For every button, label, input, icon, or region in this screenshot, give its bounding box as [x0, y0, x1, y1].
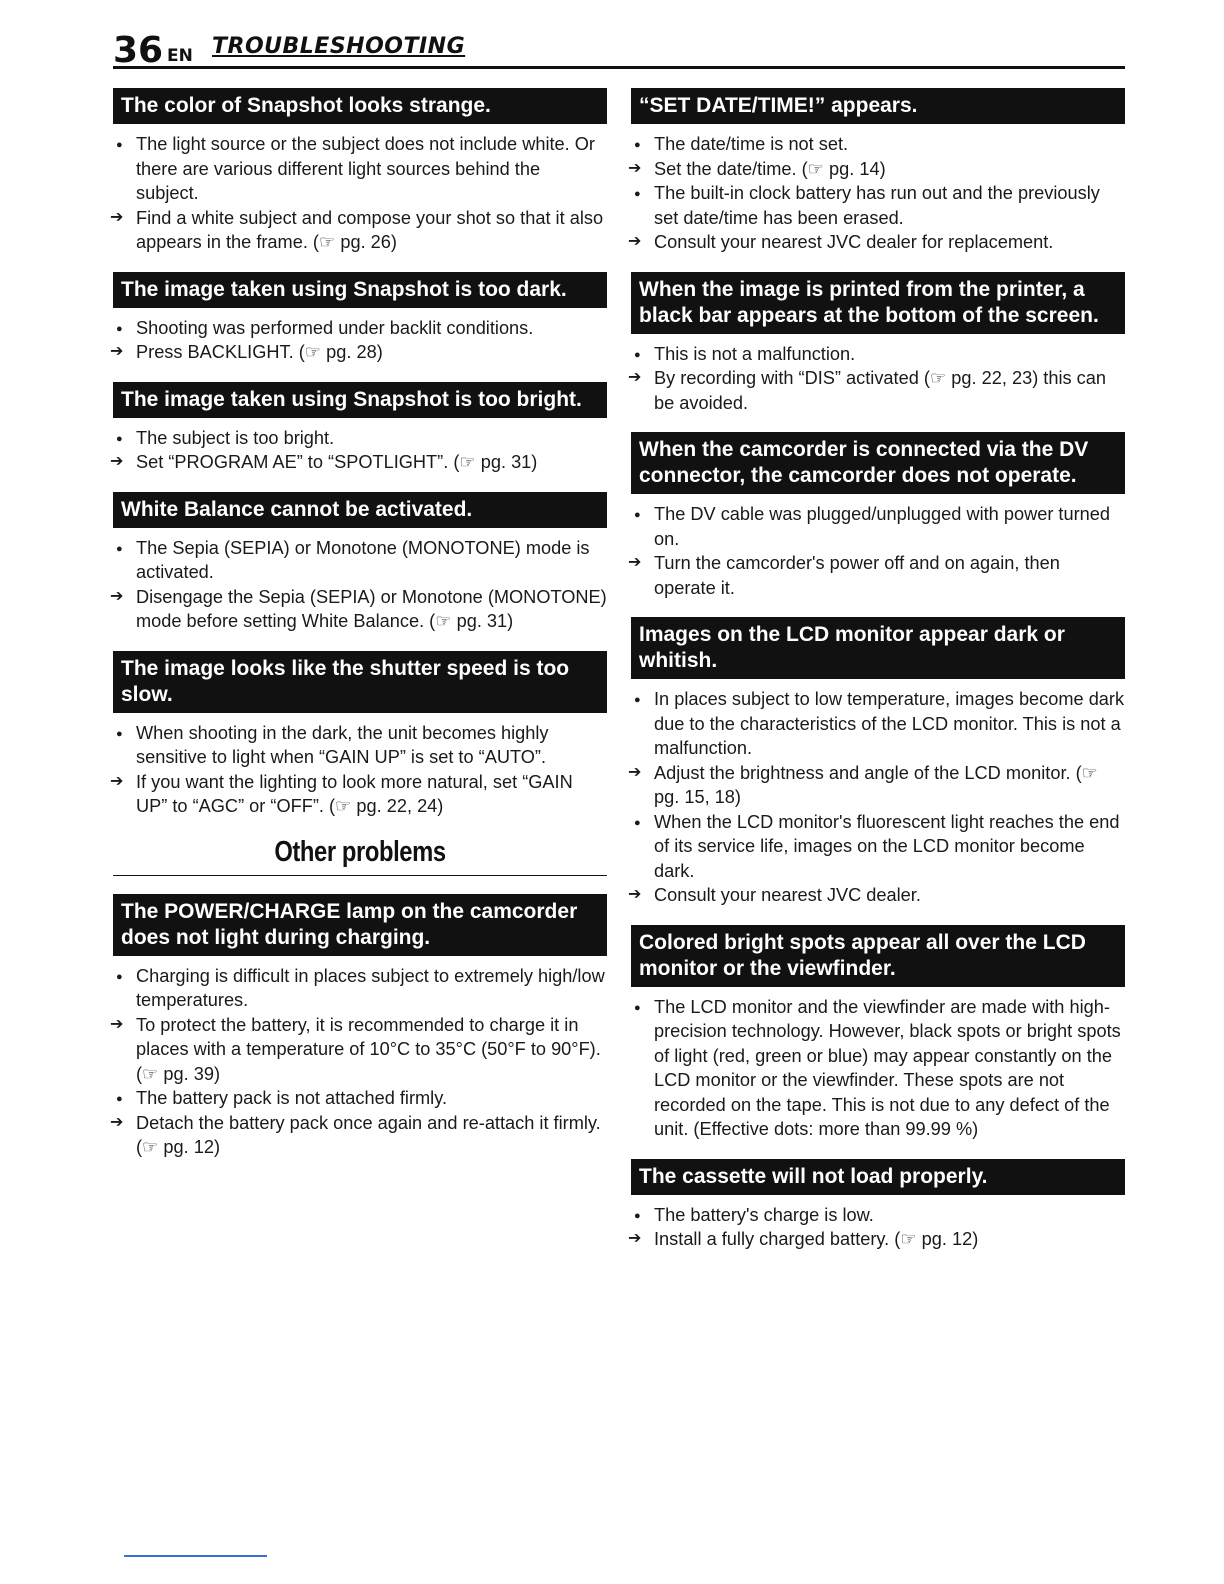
- remedy-item: [628, 551, 1125, 600]
- item-text: Consult your nearest JVC dealer.: [654, 885, 921, 905]
- troubleshooting-section: [631, 925, 1125, 1142]
- section-heading: When the camcorder is connected via the DV connector, the camcorder does not operate.: [631, 432, 1125, 494]
- item-text: The battery pack is not attached firmly.: [136, 1088, 448, 1108]
- item-text: Adjust the brightness and angle of the LCD monitor. (☞ pg. 15, 18): [654, 762, 1098, 807]
- bullet-icon: ●: [634, 1001, 641, 1014]
- cause-item: [631, 810, 1125, 884]
- arrow-icon: ➔: [628, 1230, 642, 1247]
- section-items: [628, 1203, 1125, 1252]
- item-text: Set the date/time. (☞ pg. 14): [654, 158, 886, 179]
- cause-item: [631, 995, 1125, 1142]
- section-heading: The image looks like the shutter speed is too slow.: [113, 651, 607, 713]
- section-items: [628, 342, 1125, 416]
- section-items: [631, 995, 1125, 1142]
- troubleshooting-section: [628, 1159, 1125, 1252]
- bullet-icon: ●: [116, 139, 123, 151]
- section-heading: The color of Snapshot looks strange.: [113, 88, 607, 124]
- section-title: TROUBLESHOOTING: [212, 34, 466, 59]
- remedy-item: [110, 450, 607, 475]
- arrow-icon: ➔: [628, 554, 642, 571]
- remedy-item: [628, 157, 1125, 182]
- troubleshooting-section: [110, 382, 607, 475]
- item-text: Turn the camcorder's power off and on again, then operate it.: [654, 553, 1060, 598]
- section-heading: When the image is printed from the printer, a black bar appears at the bottom of the screen.: [631, 272, 1125, 334]
- item-text: If you want the lighting to look more natural, set “GAIN UP” to “AGC” or “OFF”. (☞ pg. 22, 24): [136, 771, 573, 816]
- item-text: By recording with “DIS” activated (☞ pg. 22, 23) this can be avoided.: [654, 368, 1106, 413]
- troubleshooting-section: [628, 432, 1125, 600]
- cause-item: [113, 536, 607, 585]
- section-heading: “SET DATE/TIME!” appears.: [631, 88, 1125, 124]
- item-text: Press BACKLIGHT. (☞ pg. 28): [136, 342, 383, 362]
- bullet-icon: ●: [116, 1093, 123, 1105]
- section-items: [110, 536, 607, 634]
- section-heading: The POWER/CHARGE lamp on the camcorder does not light during charging.: [113, 894, 607, 956]
- section-items: [110, 964, 607, 1160]
- remedy-item: [110, 770, 607, 819]
- left-sections: [110, 88, 607, 819]
- remedy-item: [110, 585, 607, 634]
- bullet-icon: ●: [634, 139, 641, 151]
- section-items: [110, 316, 607, 365]
- item-text: The built-in clock battery has run out and the previously set date/time has been erased.: [654, 183, 1100, 228]
- cause-item: [113, 1086, 607, 1111]
- cause-item: [113, 964, 607, 1013]
- bullet-icon: ●: [634, 1209, 641, 1222]
- item-text: In places subject to low temperature, images become dark due to the characteristics of the LCD monitor. This is not a malfunction.: [654, 689, 1125, 758]
- cause-item: [631, 687, 1125, 761]
- section-items: [628, 502, 1125, 600]
- remedy-item: [628, 230, 1125, 255]
- language-code: EN: [167, 46, 193, 66]
- bullet-icon: ●: [116, 727, 123, 740]
- item-text: The battery's charge is low.: [654, 1204, 874, 1225]
- arrow-icon: ➔: [628, 159, 642, 177]
- cause-item: [631, 342, 1125, 367]
- remedy-item: [628, 761, 1125, 810]
- cause-item: [113, 426, 607, 451]
- bullet-icon: ●: [634, 509, 641, 521]
- arrow-icon: ➔: [628, 233, 642, 250]
- arrow-icon: ➔: [110, 772, 124, 790]
- item-text: Consult your nearest JVC dealer for replacement.: [654, 232, 1054, 252]
- troubleshooting-section: [110, 272, 607, 365]
- arrow-icon: ➔: [628, 886, 642, 903]
- section-heading: Colored bright spots appear all over the LCD monitor or the viewfinder.: [631, 925, 1125, 987]
- right-column: [628, 88, 1125, 1269]
- arrow-icon: ➔: [110, 1015, 124, 1033]
- remedy-item: [110, 1013, 607, 1087]
- section-heading: The image taken using Snapshot is too bright.: [113, 382, 607, 418]
- cause-item: [631, 502, 1125, 551]
- troubleshooting-section: [110, 651, 607, 819]
- remedy-item: [110, 1111, 607, 1160]
- item-text: Shooting was performed under backlit conditions.: [136, 317, 534, 338]
- remedy-item: [110, 340, 607, 365]
- cause-item: [631, 1203, 1125, 1228]
- arrow-icon: ➔: [110, 1113, 124, 1131]
- item-text: Set “PROGRAM AE” to “SPOTLIGHT”. (☞ pg. 31): [136, 452, 538, 472]
- bullet-icon: ●: [116, 322, 123, 335]
- troubleshooting-section: [110, 894, 607, 1160]
- item-text: The subject is too bright.: [136, 427, 335, 448]
- arrow-icon: ➔: [110, 453, 124, 470]
- item-text: Charging is difficult in places subject to extremely high/low temperatures.: [136, 965, 605, 1010]
- footer-link-underline: [124, 1555, 267, 1557]
- page-header: [113, 28, 1125, 69]
- remedy-item: [628, 883, 1125, 908]
- section-items: [110, 426, 607, 475]
- bullet-icon: ●: [116, 970, 123, 983]
- item-text: The DV cable was plugged/unplugged with power turned on.: [654, 504, 1110, 549]
- item-text: When the LCD monitor's fluorescent light reaches the end of its service life, images on the LCD monitor become dark.: [654, 811, 1120, 881]
- item-text: The LCD monitor and the viewfinder are made with high-precision technology. However, black spots or bright spots of light (red, green or blue) may appear constantly on the LCD monitor or the viewfinder. These spots are not recorded on the tape. This is not due to any defect of the unit. (Effective dots: more than 99.99 %): [654, 996, 1121, 1139]
- arrow-icon: ➔: [110, 208, 124, 226]
- section-items: [628, 687, 1125, 908]
- troubleshooting-section: [110, 88, 607, 255]
- troubleshooting-section: [628, 617, 1125, 908]
- cause-item: [113, 316, 607, 341]
- remedy-item: [628, 1227, 1125, 1252]
- left-column: [110, 88, 607, 1177]
- arrow-icon: ➔: [110, 587, 124, 605]
- item-text: Disengage the Sepia (SEPIA) or Monotone (MONOTONE) mode before setting White Balance. (☞ pg. 31): [136, 586, 607, 631]
- bullet-icon: ●: [116, 432, 123, 445]
- section-heading: Images on the LCD monitor appear dark or whitish.: [631, 617, 1125, 679]
- item-text: To protect the battery, it is recommended to charge it in places with a temperature of 10°C to 35°C (50°F to 90°F). (☞ pg. 39): [136, 1014, 601, 1084]
- section-heading: White Balance cannot be activated.: [113, 492, 607, 528]
- troubleshooting-section: [628, 88, 1125, 255]
- section-heading: The cassette will not load properly.: [631, 1159, 1125, 1195]
- section-items: [110, 132, 607, 255]
- item-text: The light source or the subject does not include white. Or there are various different light sources behind the subject.: [136, 134, 595, 203]
- item-text: When shooting in the dark, the unit becomes highly sensitive to light when “GAIN UP” is set to “AUTO”.: [136, 722, 549, 767]
- cause-item: [113, 721, 607, 770]
- item-text: Find a white subject and compose your shot so that it also appears in the frame. (☞ pg. 26): [136, 207, 604, 252]
- item-text: The date/time is not set.: [654, 134, 849, 154]
- bullet-icon: ●: [634, 816, 641, 829]
- cause-item: [631, 181, 1125, 230]
- bullet-icon: ●: [116, 542, 123, 555]
- page-number: 36: [113, 30, 164, 71]
- section-items: [628, 132, 1125, 255]
- arrow-icon: ➔: [628, 369, 642, 386]
- arrow-icon: ➔: [628, 763, 642, 781]
- item-text: Detach the battery pack once again and re-attach it firmly. (☞ pg. 12): [136, 1112, 601, 1157]
- item-text: The Sepia (SEPIA) or Monotone (MONOTONE) mode is activated.: [136, 537, 590, 582]
- item-text: Install a fully charged battery. (☞ pg. 12): [654, 1229, 979, 1249]
- remedy-item: [110, 206, 607, 255]
- left-sections-after: [110, 894, 607, 1160]
- troubleshooting-section: [110, 492, 607, 634]
- section-items: [110, 721, 607, 819]
- bullet-icon: ●: [634, 348, 641, 361]
- cause-item: [631, 132, 1125, 157]
- troubleshooting-section: [628, 272, 1125, 416]
- cause-item: [113, 132, 607, 206]
- item-text: This is not a malfunction.: [654, 343, 856, 364]
- other-problems-heading: Other problems: [274, 835, 446, 868]
- bullet-icon: ●: [634, 188, 641, 200]
- remedy-item: [628, 366, 1125, 415]
- section-heading: The image taken using Snapshot is too dark.: [113, 272, 607, 308]
- bullet-icon: ●: [634, 694, 641, 706]
- arrow-icon: ➔: [110, 343, 124, 360]
- subheading-divider: [113, 875, 607, 876]
- right-sections: [628, 88, 1125, 1252]
